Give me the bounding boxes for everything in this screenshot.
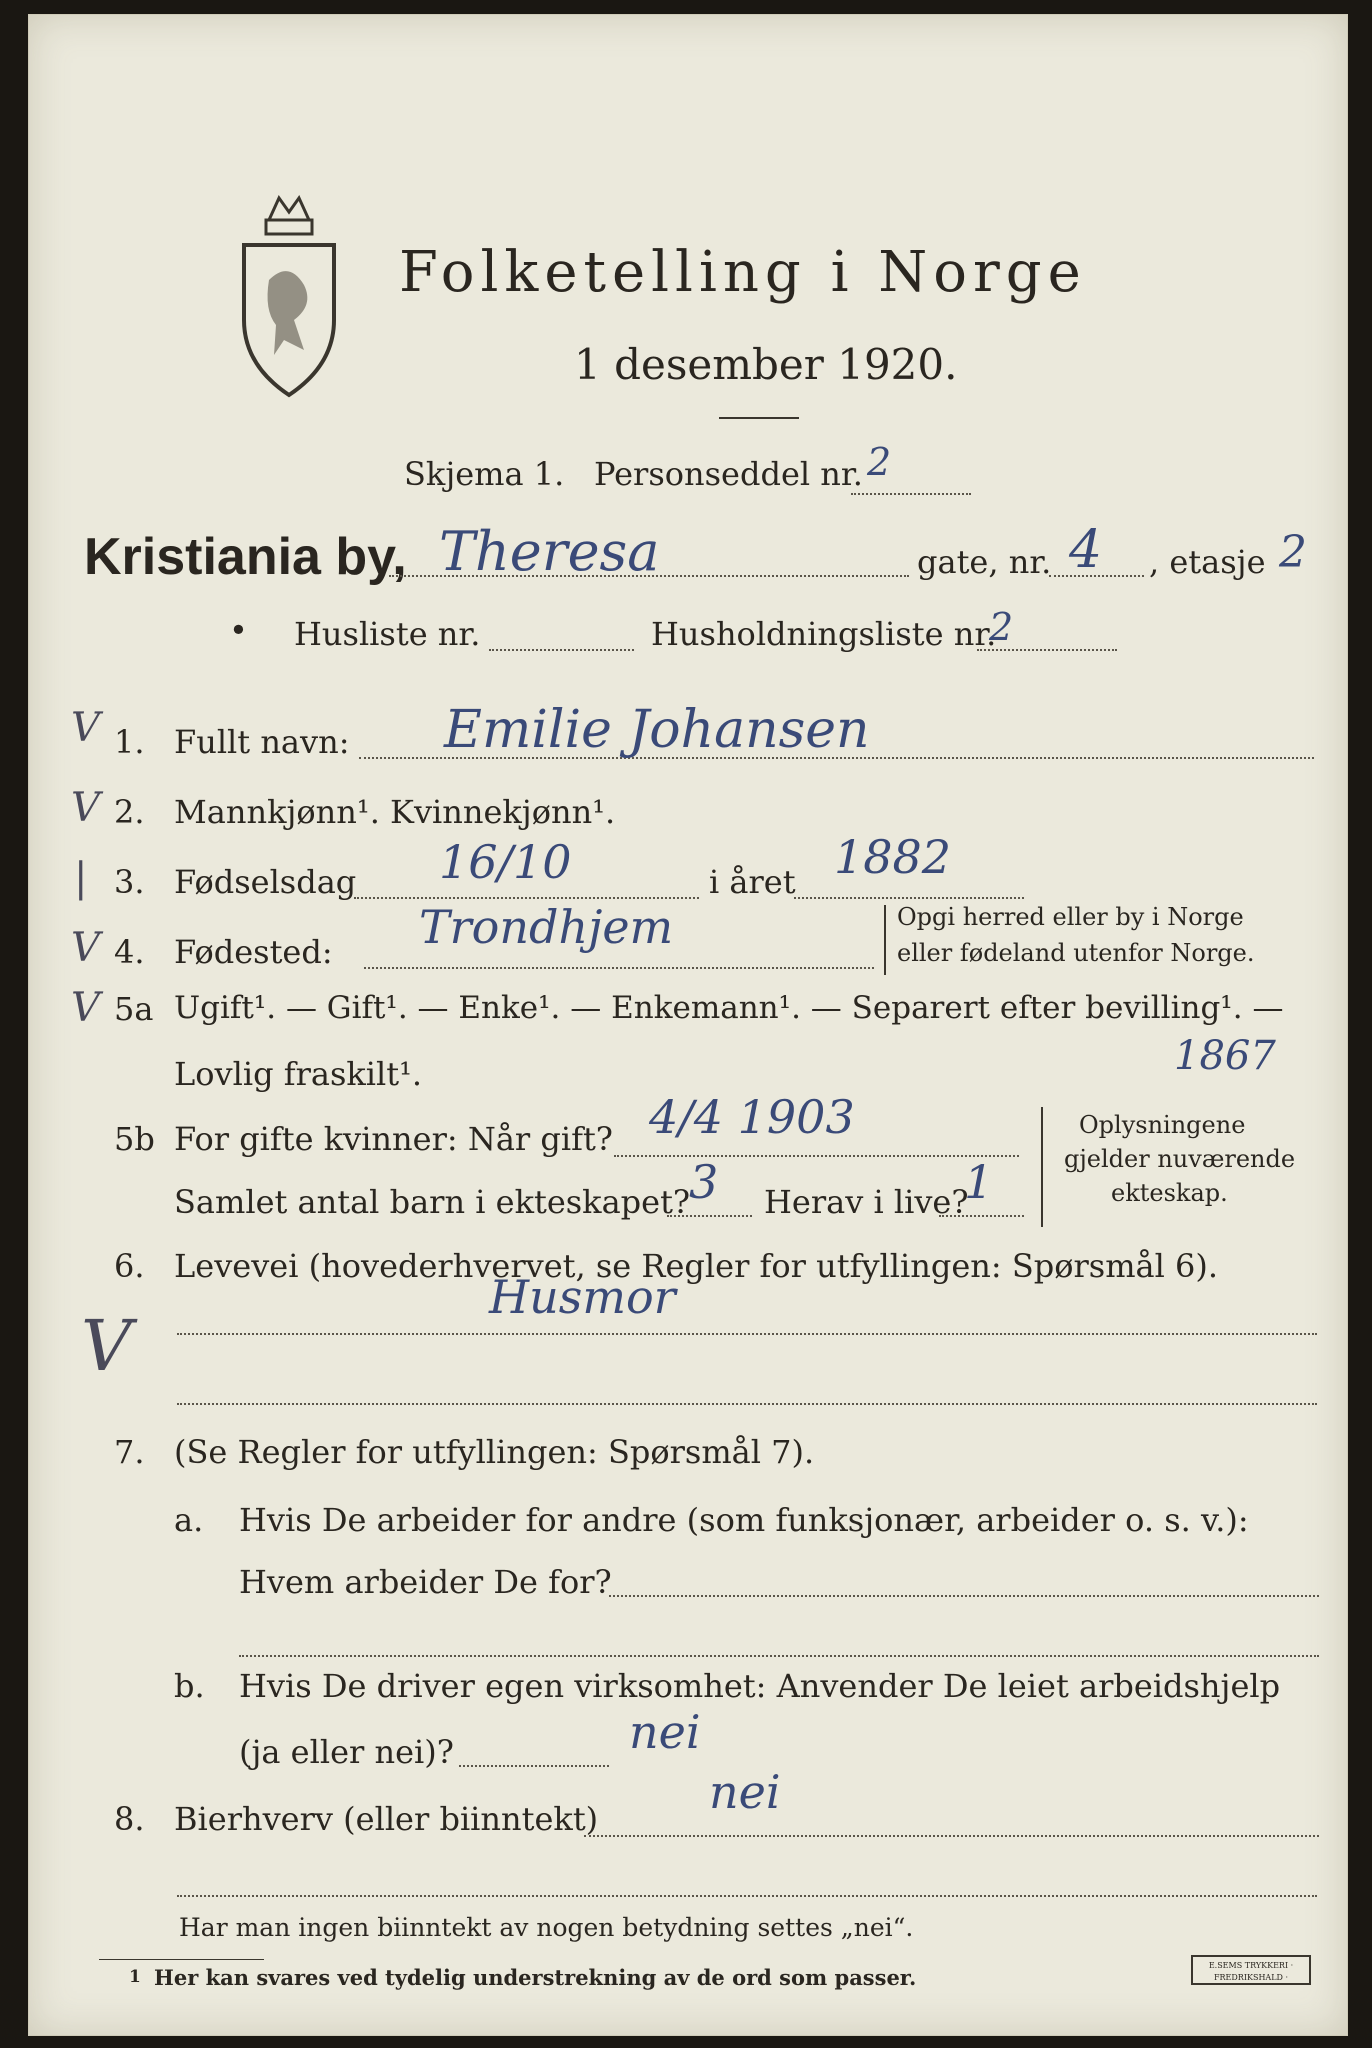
check-mark: V: [71, 925, 100, 971]
q8-line: [584, 1835, 1319, 1837]
q7-label: (Se Regler for utfyllingen: Spørsmål 7).: [174, 1433, 815, 1471]
q5a-margin-value: 1867: [1174, 1033, 1276, 1079]
q4-note-line1: Opgi herred eller by i Norge: [897, 903, 1244, 931]
q1-number: 1.: [114, 723, 145, 761]
q3-label: Fødselsdag: [174, 863, 357, 901]
schema-label: Skjema 1.: [404, 455, 565, 493]
q3-number: 3.: [114, 863, 145, 901]
personseddel-label: Personseddel nr.: [594, 455, 863, 493]
q4-number: 4.: [114, 933, 145, 971]
q1-value: Emilie Johansen: [444, 700, 870, 760]
number-value: 4: [1069, 520, 1103, 580]
q5b-alive-value: 1: [964, 1155, 994, 1209]
check-mark: |: [74, 855, 88, 901]
q4-value: Trondhjem: [419, 900, 674, 954]
city-label: Kristiania by,: [84, 528, 407, 586]
q5b-note-line2: gjelder nuværende: [1064, 1145, 1296, 1173]
printer-stamp: E.SEMS TRYKKERI · FREDRIKSHALD ·: [1191, 1955, 1311, 1985]
footnote-number: 1: [129, 1967, 141, 1987]
footnote-rule: [99, 1959, 264, 1960]
q5b-value: 4/4 1903: [649, 1090, 855, 1144]
q5b-number: 5b: [114, 1120, 155, 1158]
street-value: Theresa: [439, 520, 660, 583]
q6-line: [177, 1333, 1317, 1335]
bullet: •: [229, 611, 248, 649]
q3-value: 16/10: [439, 835, 572, 889]
q3-year-line: [794, 897, 1024, 899]
q7a-label-line2: Hvem arbeider De for?: [239, 1563, 612, 1601]
q5b-children-value: 3: [689, 1155, 719, 1209]
q6-value: Husmor: [489, 1270, 676, 1324]
check-mark: V: [81, 1305, 132, 1387]
check-mark: V: [71, 785, 100, 831]
q3-line: [354, 897, 699, 899]
q5b-note-line1: Oplysningene: [1079, 1111, 1246, 1139]
husholdning-label: Husholdningsliste nr.: [651, 615, 997, 653]
q5b-line: [614, 1155, 1019, 1157]
q4-line: [364, 967, 874, 969]
q5a-number: 5a: [114, 990, 154, 1028]
q5b-label-line2: Samlet antal barn i ekteskapet?: [174, 1183, 691, 1221]
gate-label: gate, nr.: [917, 543, 1052, 581]
q5a-label: Ugift¹. — Gift¹. — Enke¹. — Enkemann¹. — Separert efter bevilling¹. —: [174, 990, 1284, 1026]
husholdning-line: [977, 649, 1117, 651]
q5b-alive-label: Herav i live?: [764, 1183, 969, 1221]
q5b-label: For gifte kvinner: Når gift?: [174, 1120, 613, 1158]
q7a-letter: a.: [174, 1501, 204, 1539]
brace: [1041, 1107, 1043, 1227]
q3-year-value: 1882: [834, 830, 952, 884]
q7a-line-2: [239, 1655, 1319, 1657]
check-mark: V: [71, 985, 100, 1031]
check-mark: V: [71, 705, 100, 751]
q4-label: Fødested:: [174, 933, 333, 971]
q6-number: 6.: [114, 1247, 145, 1285]
q8-label: Bierhverv (eller biinntekt): [174, 1800, 599, 1838]
q7b-value: nei: [629, 1705, 701, 1759]
personseddel-value: 2: [867, 440, 892, 484]
q4-note-line2: eller fødeland utenfor Norge.: [897, 939, 1255, 967]
q7-number: 7.: [114, 1433, 145, 1471]
q5b-alive-line: [939, 1215, 1024, 1217]
census-date: 1 desember 1920.: [574, 340, 958, 389]
q5b-note-line3: ekteskap.: [1111, 1179, 1228, 1207]
husliste-label: Husliste nr.: [294, 615, 481, 653]
husholdning-value: 2: [989, 605, 1014, 649]
q7b-label: Hvis De driver egen virksomhet: Anvender De leiet arbeidshjelp: [239, 1667, 1281, 1705]
q6-label: Levevei (hovederhvervet, se Regler for utfyllingen: Spørsmål 6).: [174, 1247, 1219, 1285]
q6-line-2: [177, 1403, 1317, 1405]
etasje-label: , etasje: [1149, 543, 1266, 581]
q8-value: nei: [709, 1765, 781, 1819]
q2-label: Mannkjønn¹. Kvinnekjønn¹.: [174, 793, 616, 831]
q2-number: 2.: [114, 793, 145, 831]
personseddel-line: [851, 493, 971, 495]
footnote-text: Her kan svares ved tydelig understrekning av de ord som passer.: [154, 1965, 917, 1990]
census-form: [28, 14, 1348, 2036]
q8-number: 8.: [114, 1800, 145, 1838]
q5a-label-line2: Lovlig fraskilt¹.: [174, 1055, 423, 1093]
q8-line-2: [177, 1895, 1317, 1897]
q7a-line: [609, 1595, 1319, 1597]
q7a-label: Hvis De arbeider for andre (som funksjonær, arbeider o. s. v.):: [239, 1501, 1249, 1539]
q5b-children-line: [667, 1215, 752, 1217]
q1-label: Fullt navn:: [174, 723, 350, 761]
husliste-line: [489, 649, 634, 651]
divider: [719, 417, 799, 419]
q3-year-label: i året: [709, 863, 796, 901]
bierhverv-note: Har man ingen biinntekt av nogen betydning settes „nei“.: [179, 1913, 914, 1942]
q7b-line: [459, 1765, 609, 1767]
q7b-label-line2: (ja eller nei)?: [239, 1733, 454, 1771]
etasje-value: 2: [1279, 527, 1307, 578]
q7b-letter: b.: [174, 1667, 205, 1705]
norway-coat-of-arms-icon: [234, 190, 344, 400]
form-title: Folketelling i Norge: [399, 240, 1087, 305]
brace: [884, 905, 886, 975]
